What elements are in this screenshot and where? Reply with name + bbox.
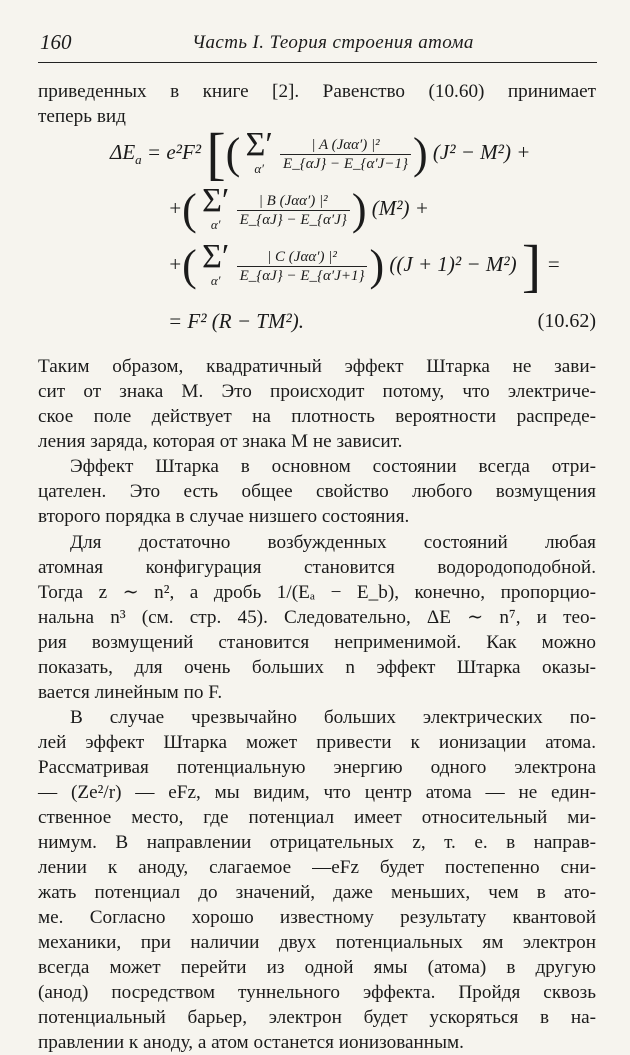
equation-number: (10.62) <box>537 310 596 332</box>
p3-line: вается линейным по F. <box>38 682 223 703</box>
p4-line: всегда может перейти из одной ямы (атома) в другую <box>38 957 596 978</box>
page-number: 160 <box>40 30 72 54</box>
p3-line: показать, для очень больших n эффект Штарка оказы- <box>38 657 596 678</box>
equation-line-3 <box>168 233 561 298</box>
running-head: Часть I. Теория строения атома <box>192 32 474 53</box>
p3-line: атомная конфигурация становится водородоподобной. <box>38 557 596 578</box>
p4-line: Рассматривая потенциальную энергию одного электрона <box>38 757 596 778</box>
p4-line: лении к аноду, слагаемое —eFz будет постепенно сни- <box>38 857 596 878</box>
page-header <box>40 30 597 52</box>
p3-line: Для достаточно возбужденных состояний любая <box>70 532 596 553</box>
eq-close-paren-1: ) <box>412 129 428 178</box>
eq-plus-2: + <box>168 195 183 220</box>
eq-close-paren-2: ) <box>351 185 367 234</box>
p4-line: нимум. В направлении отрицательных z, т. е. в направ- <box>38 832 596 853</box>
p1-line: сит от знака M. Это происходит потому, что электриче- <box>38 381 596 402</box>
eq-sum-1: Σ′ α′ <box>245 126 273 176</box>
eq-prefactor: = e²F² <box>146 139 202 164</box>
p4-line: жать потенциал до значений, даже меньших, чем в ато- <box>38 882 596 903</box>
eq-result: = F² (R − TM²). <box>168 309 304 333</box>
eq-factor-3: ((J + 1)² − M²) <box>389 251 517 276</box>
p2-line: второго порядка в случае низшего состояния. <box>38 506 410 527</box>
eq-fraction-1: $\frac{\text{| A (Jαα′) |²}}{E\_\{\alpha J\} - E\_\{\alpha'J-1\}}$ <box>280 136 411 173</box>
p1-line: ления заряда, которая от знака M не зависит. <box>38 431 403 452</box>
equation-10-62 <box>38 121 598 340</box>
p4-line: ственное место, где потенциал имеет относительный ми- <box>38 807 596 828</box>
eq-lhs: ΔE <box>110 139 136 164</box>
p2-line: Эффект Штарка в основном состоянии всегда отри- <box>70 456 596 477</box>
intro-line-1: приведенных в книге [2]. Равенство (10.60) принимает <box>38 81 596 102</box>
p4-line: — (Ze²/r) — eFz, мы видим, что центр атома — не един- <box>38 782 596 803</box>
p2-line: цателен. Это есть общее свойство любого возмущения <box>38 481 596 502</box>
p3-line: нальна n³ (см. стр. 45). Следовательно, ΔE ∼ n⁷, и тео- <box>38 607 596 628</box>
eq-close-paren-3: ) <box>369 241 385 290</box>
p4-line: правлении к аноду, а атом останется ионизованным. <box>38 1032 464 1053</box>
p1-line: Таким образом, квадратичный эффект Штарка не зави- <box>38 356 596 377</box>
header-rule <box>38 62 597 63</box>
eq-open-paren-2: ( <box>182 185 197 234</box>
eq-fraction-2: $\frac{\text{| B (Jαα′) |²}}{E\_\{\alpha J\} - E\_\{\alpha'J\}}$ <box>237 192 350 229</box>
p1-line: ское поле действует на плотность вероятности распреде- <box>38 406 596 427</box>
p4-line: механики, при наличии двух потенциальных ям электрон <box>38 932 596 953</box>
paragraph-2 <box>38 454 596 529</box>
intro-line-2: теперь вид <box>38 106 126 127</box>
paragraph-1 <box>38 354 596 454</box>
eq-close-bracket: ] <box>521 233 542 298</box>
p3-line: Тогда z ∼ n², а дробь 1/(Eₐ − E_b), конечно, пропорцио- <box>38 582 596 603</box>
p4-line: потенциальный барьер, электрон будет ускоряться в на- <box>38 1007 596 1028</box>
eq-fraction-3: $\frac{\text{| C (Jαα′) |²}}{E\_\{\alpha J\} - E\_\{\alpha'J+1\}}$ <box>237 248 368 285</box>
p4-line: лей эффект Штарка может привести к ионизации атома. <box>38 732 596 753</box>
eq-open-paren-3: ( <box>182 241 197 290</box>
p4-line: В случае чрезвычайно больших электрических по- <box>70 707 596 728</box>
equation-line-4 <box>168 308 304 334</box>
equation-line-2 <box>168 182 429 234</box>
p3-line: рия возмущений становится неприменимой. Как можно <box>38 632 596 653</box>
p4-line: ме. Согласно хорошо известному результату квантовой <box>38 907 596 928</box>
eq-open-paren-1: ( <box>225 129 241 178</box>
eq-lhs-sub: a <box>135 152 142 167</box>
paragraph-3 <box>38 530 596 705</box>
eq-factor-2: (M²) + <box>371 195 429 220</box>
p4-line: (анод) посредством туннельного эффекта. Пройдя сквозь <box>38 982 596 1003</box>
paragraph-4 <box>38 705 596 1055</box>
equation-line-1 <box>110 121 531 186</box>
intro-text <box>38 79 596 129</box>
eq-plus-3: + <box>168 251 183 276</box>
eq-open-bracket: [ <box>206 121 226 186</box>
eq-equals: = <box>546 251 561 276</box>
eq-sum-2: Σ′ α′ <box>202 182 230 232</box>
eq-sum-3: Σ′ α′ <box>202 238 230 288</box>
eq-factor-1: (J² − M²) + <box>432 139 531 164</box>
